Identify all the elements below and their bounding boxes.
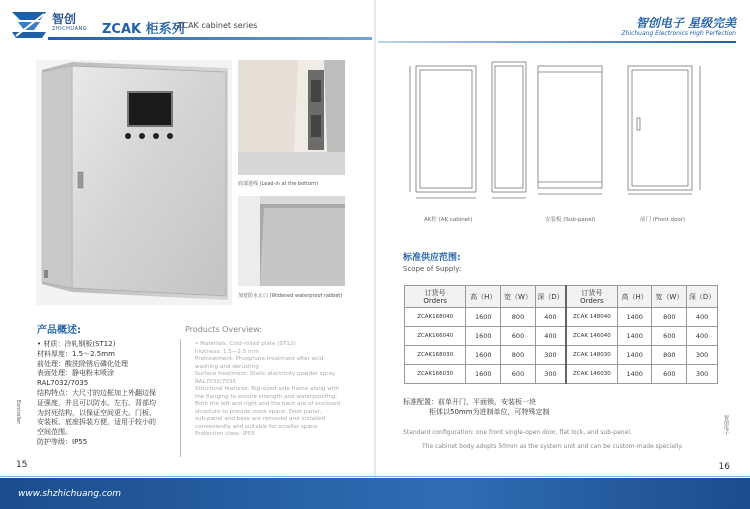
overview-divider	[180, 339, 181, 457]
col-header: 订货号 Orders	[405, 286, 466, 308]
cell: 1600	[466, 346, 501, 365]
cell: ZCAK168030	[405, 346, 466, 365]
overview-line-en: conveniently and suitable for smaller space.	[195, 423, 320, 430]
overview-line: RAL7032/7035	[37, 379, 89, 388]
photo-caption-bottom: 底部进线 (Lead-in at the bottom)	[238, 181, 318, 187]
col-header: 深（D）	[687, 286, 718, 308]
overview-line-en: the flanging to ensure strength and waterproofing.	[195, 393, 338, 400]
cell: 600	[501, 365, 536, 384]
header-rule-right	[378, 41, 736, 43]
cell: 300	[687, 346, 718, 365]
table-row	[405, 365, 718, 384]
cell: 800	[501, 346, 536, 365]
col-header: 高（H）	[617, 286, 652, 308]
overview-line: 表面处理：静电粉末喷涂	[37, 369, 114, 378]
overview-line: 空间范围。	[37, 428, 72, 437]
overview-line-en: Surface treatment: Static electricity powder spray	[195, 371, 336, 377]
table-row	[405, 308, 718, 327]
overview-line: 结构特点：大尺寸的边框加上外翻边保	[37, 388, 156, 397]
cell: ZCAK 148030	[566, 346, 617, 365]
overview-line: 防护等级：IP55	[37, 437, 88, 446]
website-link[interactable]: www.shzhichuang.com	[18, 489, 122, 499]
cell: 400	[535, 327, 566, 346]
overview-line-en: Both the left and right and the back are of enclosed	[195, 401, 341, 407]
side-label-left: Eontroller	[15, 400, 21, 425]
overview-line-en: washing and derusting	[195, 363, 259, 370]
overview-line: 安装板、底座拆装方便，适用于较小的	[37, 418, 156, 427]
cell: 800	[652, 346, 687, 365]
cell: 800	[652, 308, 687, 327]
standard-config-en-2: The cabinet body adopts 50mm as the system unit and can be custom-made specially.	[422, 443, 683, 450]
overview-line: 前处理：酸洗除锈后磷化处理	[37, 359, 128, 368]
overview-line-en: sub-panel and base are removed and installed	[195, 416, 326, 422]
side-label-right: 智创电子	[723, 415, 729, 435]
cell: ZCAK166030	[405, 365, 466, 384]
cell: ZCAK 148040	[566, 308, 617, 327]
cell: 600	[652, 327, 687, 346]
supply-title-en: Scope of Supply:	[403, 265, 462, 273]
slogan-en: Zhichuang Electronics High Perfection	[621, 30, 736, 37]
cell: 1400	[617, 365, 652, 384]
table-row	[405, 346, 718, 365]
drawing-label-subpanel: 安装板 (Sub-panel)	[545, 217, 596, 223]
cell: 600	[501, 327, 536, 346]
cell: 400	[535, 308, 566, 327]
book-spine	[374, 0, 376, 509]
series-title: ZCAK 柜系列	[102, 22, 185, 37]
overview-line: 证强度，并且可以防水。左右、背部均	[37, 398, 156, 407]
overview-list-cn	[37, 340, 177, 448]
overview-title-en: Products Overview:	[185, 325, 263, 334]
brand-name-en: ZHICHUANG	[52, 26, 88, 32]
cabinet-photo	[36, 60, 232, 305]
overview-list-en	[195, 341, 355, 439]
drawing-label-door: 前门 (Front door)	[640, 217, 686, 223]
cell: 300	[535, 346, 566, 365]
cell: ZCAK 146030	[566, 365, 617, 384]
overview-line-en: Structural features: Big-sized side frame along with	[195, 386, 340, 392]
waterproof-rabbet-photo	[238, 196, 345, 286]
cell: 1400	[617, 346, 652, 365]
cell: ZCAK166040	[405, 327, 466, 346]
overview-line-en: Pretreatment: Phosphate treatment after acid	[195, 356, 324, 362]
cell: 1400	[617, 308, 652, 327]
standard-config-en: Standard configuration: one front single-open door, flat lock, and sub-panel.	[403, 429, 632, 436]
standard-config-cn	[403, 397, 550, 417]
bottom-lead-in-photo	[238, 60, 345, 175]
slogan: 智创电子 星级完美	[635, 16, 736, 30]
supply-title-cn: 标准供应范围:	[403, 253, 461, 263]
col-header: 高（H）	[466, 286, 501, 308]
col-header: 宽（W）	[652, 286, 687, 308]
overview-line: • 材质：冷轧钢板(ST12)	[37, 340, 116, 348]
overview-line-en: • Materials: Cold-rolled plate (ST12)	[195, 341, 296, 347]
overview-title-cn: 产品概述:	[37, 325, 81, 336]
overview-line-en: Protection class: IP55	[195, 431, 255, 437]
series-subtitle: ZCAK cabinet series	[177, 21, 258, 30]
cell: 800	[501, 308, 536, 327]
overview-line-en: RAL7032/7035	[195, 378, 236, 385]
cell: 300	[535, 365, 566, 384]
brand-logo-icon	[10, 8, 48, 40]
overview-line: 为封死结构，以保证空间更大。门板、	[37, 408, 156, 417]
cell: ZCAK168040	[405, 308, 466, 327]
page-number-right: 16	[718, 462, 730, 472]
standard-line: 标准配置：前单开门，平面锁，安装板一块	[403, 398, 536, 406]
overview-line-en: structure to provide more space. Door panel,	[195, 408, 322, 415]
cell: 400	[687, 308, 718, 327]
table-header-row	[405, 286, 718, 308]
cell: 300	[687, 365, 718, 384]
footer-rule	[0, 476, 750, 477]
cell: 1600	[466, 308, 501, 327]
cell: 1600	[466, 365, 501, 384]
table-row	[405, 327, 718, 346]
header-rule-left	[48, 37, 372, 40]
brand-name: 智创	[52, 12, 77, 26]
standard-line: 柜体以50mm为进制单位，可特殊定制	[429, 408, 550, 416]
drawing-label-cabinet: AK柜 (AK cabinet)	[424, 217, 473, 223]
technical-drawings	[400, 48, 730, 223]
cell: 1400	[617, 327, 652, 346]
col-header: 订货号 Orders	[566, 286, 617, 308]
cell: 600	[652, 365, 687, 384]
orders-table	[404, 285, 718, 384]
cell: 400	[687, 327, 718, 346]
overview-line: 材料厚度：1.5～2.5mm	[37, 349, 115, 358]
page-number-left: 15	[16, 460, 28, 470]
cell: 1600	[466, 327, 501, 346]
col-header: 深（D）	[535, 286, 566, 308]
col-header: 宽（W）	[501, 286, 536, 308]
photo-caption-waterproof: 加宽防水止口 (Widened waterproof rabbet)	[238, 293, 343, 299]
cell: ZCAK 146040	[566, 327, 617, 346]
overview-line-en: hickness: 1.5—2.5 mm	[195, 348, 259, 355]
